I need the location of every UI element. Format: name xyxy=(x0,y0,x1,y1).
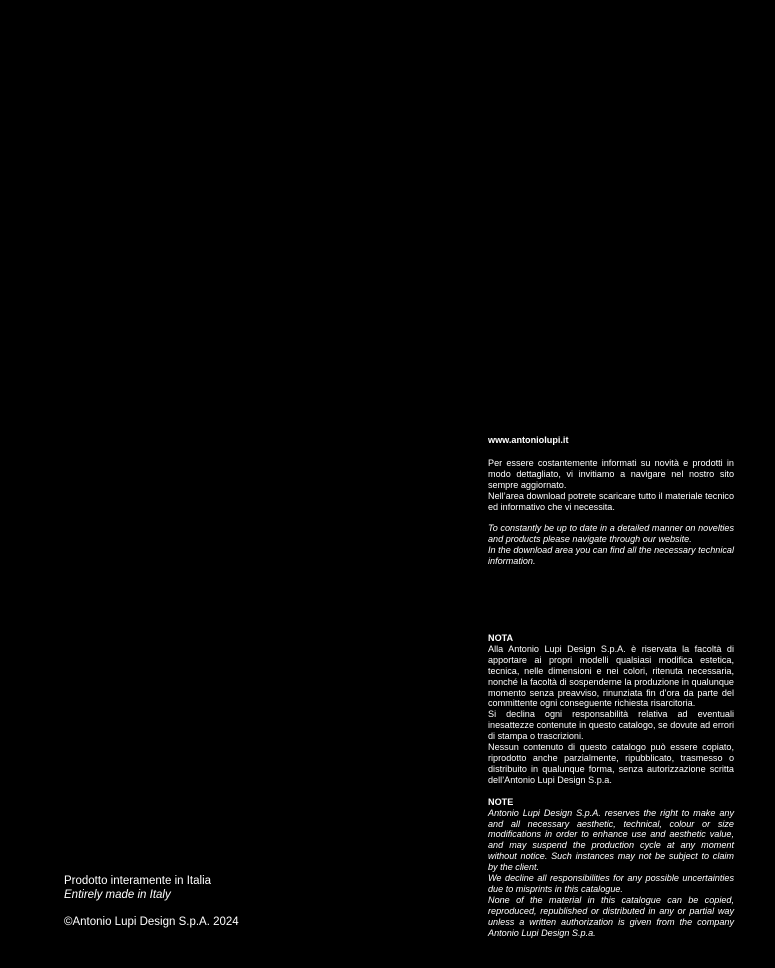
nota-paragraph: Nessun contenuto di questo catalogo può essere copiato, riprodotto anche parzialmente, ripubblicato, trasmesso o distribuito in qualunque forma, senza autorizzazione scritta dell’Antonio Lupi Design S.p.a. xyxy=(488,742,734,785)
nota-heading: NOTA xyxy=(488,633,514,643)
spacer xyxy=(488,786,734,797)
made-in-italy-en: Entirely made in Italy xyxy=(64,889,171,901)
legal-notes-block xyxy=(488,633,734,938)
note-paragraph: None of the material in this catalogue can be copied, reproduced, republished or distributed in any or partial way unless a written authorization is given from the company Antonio Lupi Design S.p.a. xyxy=(488,894,734,938)
made-in-italy-it: Prodotto interamente in Italia xyxy=(64,875,212,887)
note-paragraph: Antonio Lupi Design S.p.A. reserves the right to make any and all necessary aesthetic, technical, colour or size modifications in order to enhance use and aesthetic value, and may suspend the production cycle at any moment without notice. Such instances may not be subject to claim by the client. xyxy=(488,807,734,873)
nota-paragraph: Alla Antonio Lupi Design S.p.A. è riservata la facoltà di apportare ai propri modelli qualsiasi modifica estetica, tecnica, nelle dimensioni e nei colori, ritenuta necessaria, nonché la facoltà di sospenderne la produzione in qualunque momento senza preavviso, rinunziata fin d’ora da parte del committente ogni conseguente richiesta risarcitoria. xyxy=(488,643,734,709)
copyright-notice: ©Antonio Lupi Design S.p.A. 2024 xyxy=(64,916,239,928)
footer-block xyxy=(64,874,239,929)
website-it-paragraph: Nell’area download potrete scaricare tutto il materiale tecnico ed informativo che vi necessita. xyxy=(488,490,734,512)
spacer xyxy=(488,512,734,523)
website-it-paragraph: Per essere costantemente informati su novità e prodotti in modo dettagliato, vi invitiamo a navigare nel nostro sito sempre aggiornato. xyxy=(488,457,734,490)
nota-paragraph: Si declina ogni responsabilità relativa ad eventuali inesattezze contenute in questo catalogo, se dovute ad errori di stampa o trascrizioni. xyxy=(488,709,734,742)
note-heading: NOTE xyxy=(488,796,514,807)
website-en-paragraph: To constantly be up to date in a detailed manner on novelties and products please navigate through our website. xyxy=(488,523,734,545)
website-info-block xyxy=(488,435,734,567)
website-link[interactable]: www.antoniolupi.it xyxy=(488,435,569,445)
website-en-paragraph: In the download area you can find all the necessary technical information. xyxy=(488,545,734,567)
note-paragraph: We decline all responsibilities for any possible uncertainties due to misprints in this catalogue. xyxy=(488,873,734,894)
